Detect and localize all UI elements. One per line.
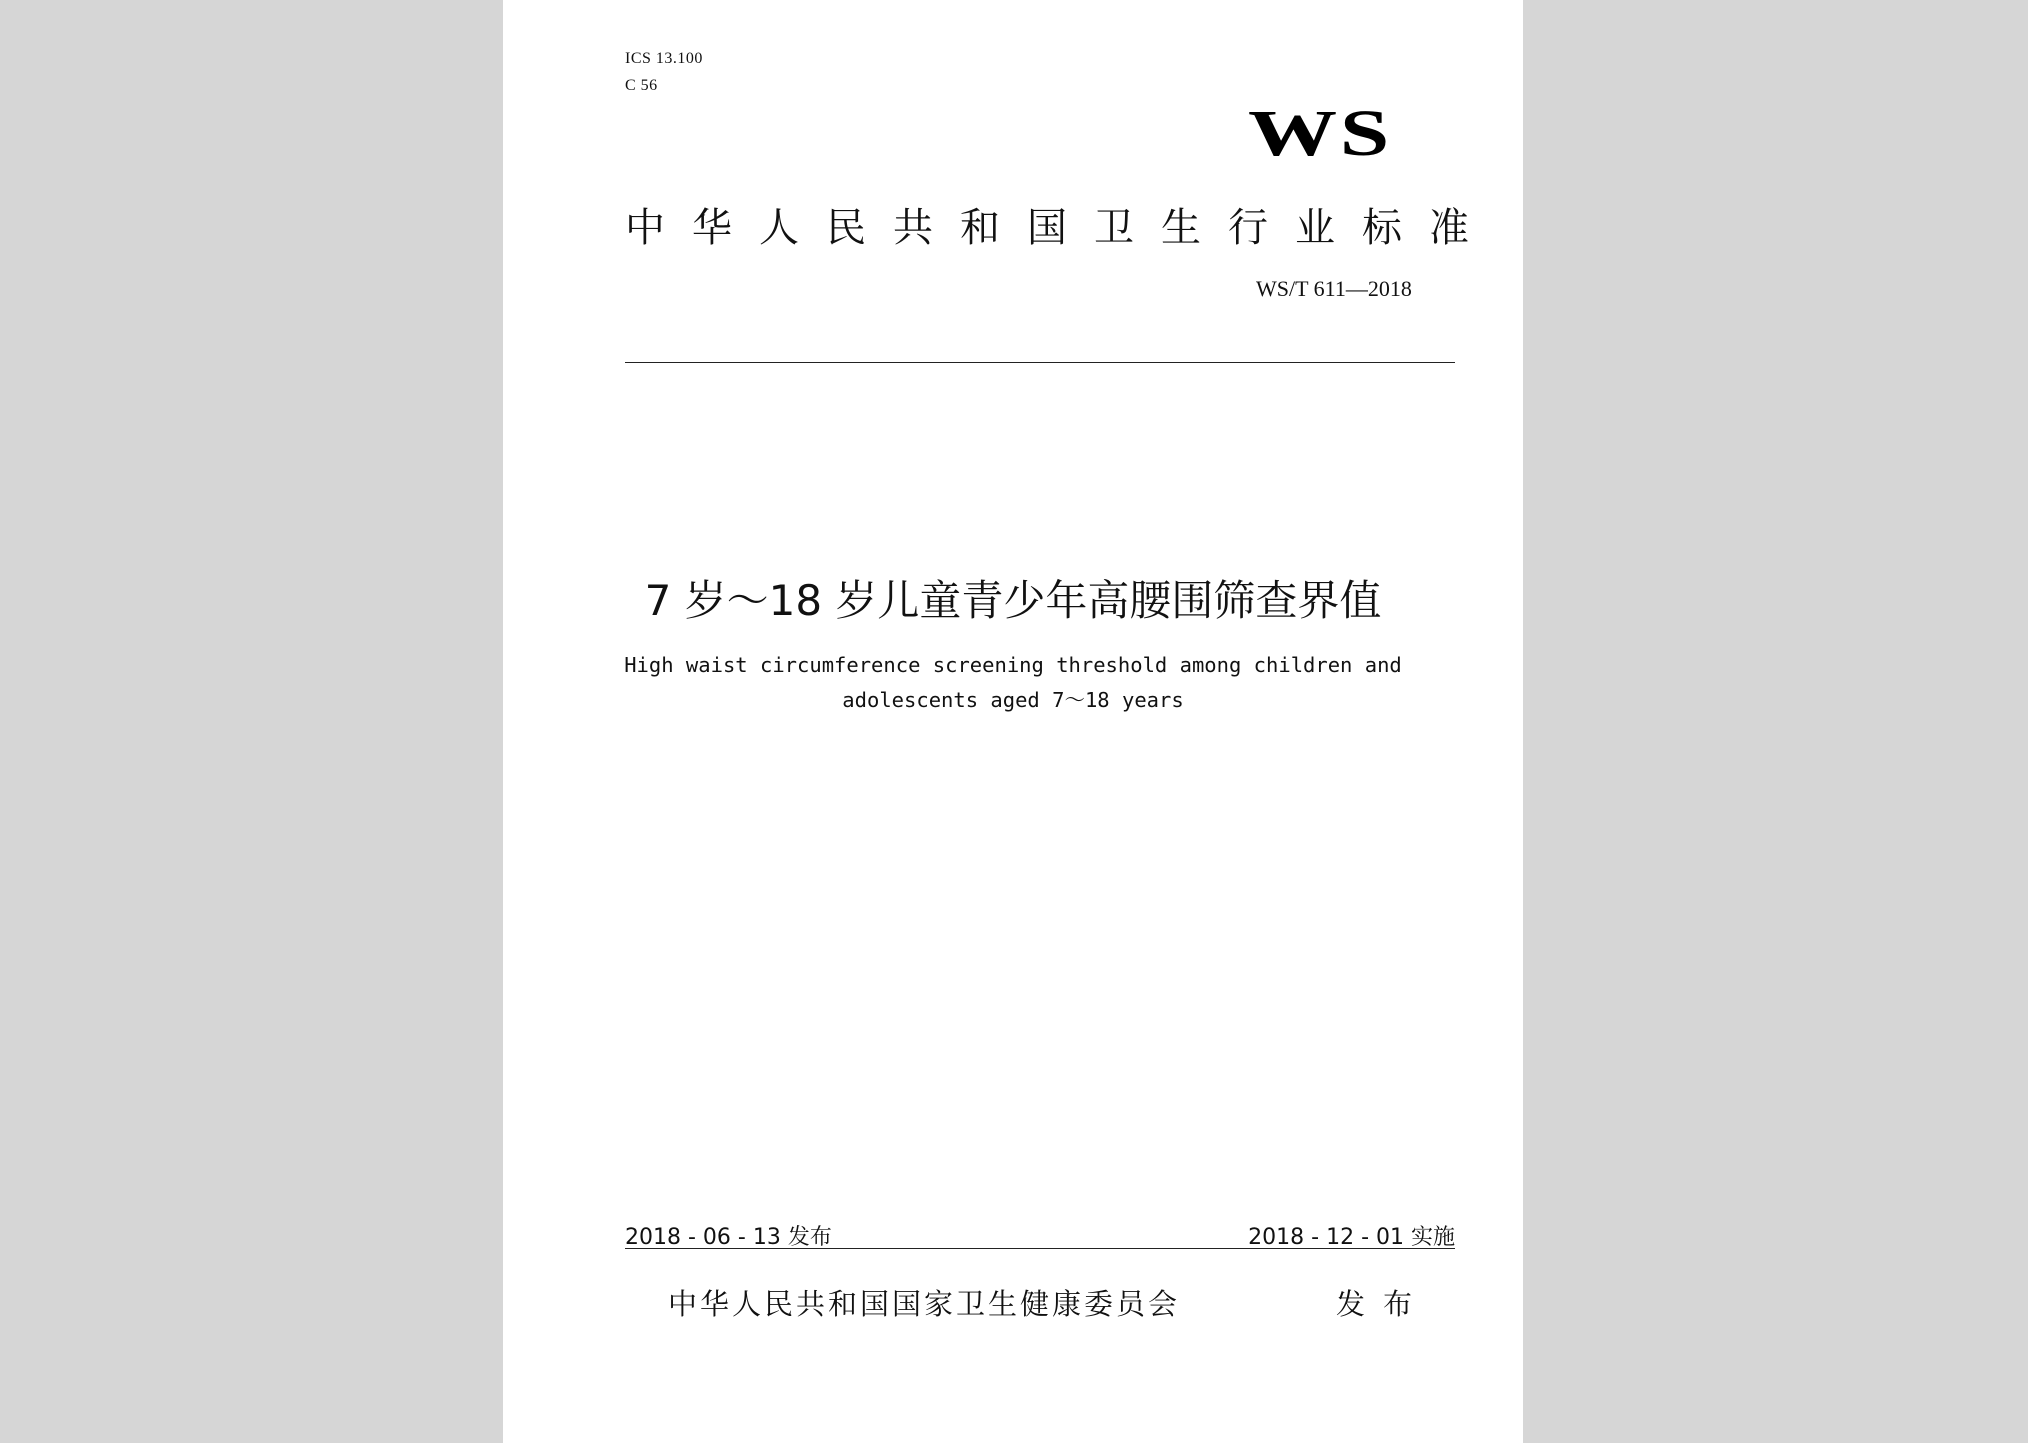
issuing-authority: 中华人民共和国国家卫生健康委员会 — [668, 1287, 1181, 1321]
publish-date: 2018 - 06 - 13 发布 — [625, 1225, 832, 1250]
ccs-code: C 56 — [625, 77, 658, 94]
title-english — [503, 648, 1523, 718]
implement-date: 2018 - 12 - 01 实施 — [1248, 1225, 1455, 1250]
title-english-line-1: High waist circumference screening threshold among children and — [624, 653, 1402, 677]
standard-number: WS/T 611—2018 — [1256, 276, 1412, 301]
document-page — [503, 0, 1523, 1443]
title-english-line-2: adolescents aged 7～18 years — [842, 688, 1184, 712]
issue-label: 发布 — [1336, 1287, 1431, 1321]
ics-code: ICS 13.100 — [625, 50, 703, 67]
ws-logo: WS — [1248, 97, 1393, 170]
header-divider — [625, 362, 1455, 363]
title-chinese: 7 岁～18 岁儿童青少年高腰围筛查界值 — [644, 576, 1382, 625]
footer-divider — [625, 1248, 1455, 1249]
standard-category: 中华人民共和国卫生行业标准 — [625, 205, 1496, 251]
